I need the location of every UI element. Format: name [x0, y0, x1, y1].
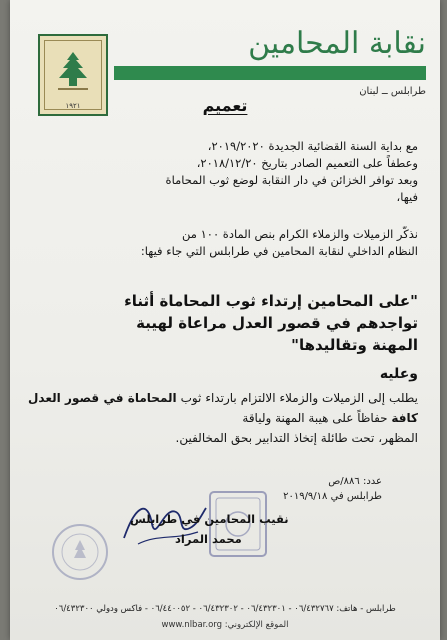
footer-contacts: طرابلس - هاتف: ٠٦/٤٣٢٧٦٧ - ٠٦/٤٣٢٣٠١ - ٠٦/٤٣٢٣٠٢ - ٠٦/٤٤٠٠٥٢ - فاكس ودولي ٠٦/٤٣٢٣٠٠ — [54, 604, 396, 614]
reference-number: عدد: ٨٨٦/ص — [328, 476, 382, 487]
intro-paragraph — [28, 138, 418, 206]
website-link[interactable]: www.nlbar.org — [161, 620, 223, 630]
quote-line: تواجدهم في قصور العدل مراعاة لهيبة — [136, 314, 418, 332]
reference-date: طرابلس في ٢٠١٩/٩/١٨ — [283, 491, 382, 502]
signatory-name: محمد المراد — [175, 532, 242, 546]
reminder-paragraph — [28, 226, 418, 260]
intro-line: وبعد توافر الخزائن في دار النقابة لوضع ثوب المحاماة — [165, 173, 418, 187]
document-page — [10, 0, 440, 640]
request-text: يطلب إلى الزميلات والزملاء الالتزام بارتداء ثوب — [180, 391, 418, 405]
request-text: المظهر، تحت طائلة إتخاذ التدابير بحق المخالفين. — [175, 431, 418, 445]
intro-line: مع بداية السنة القضائية الجديدة ٢٠١٩/٢٠٢٠، — [207, 139, 418, 153]
organization-name: نقابة المحامين — [248, 26, 426, 61]
round-stamp — [50, 520, 110, 584]
website-label: الموقع الإلكتروني: — [224, 620, 289, 630]
request-paragraph — [28, 388, 418, 448]
reminder-line: نذكّر الزميلات والزملاء الكرام بنص المادة ١٠٠ من — [182, 227, 418, 241]
cedar-tree-icon — [53, 50, 93, 94]
request-emphasis: المحاماة في قصور العدل كافة — [28, 391, 418, 425]
quote-line: "على المحامين إرتداء ثوب المحاماة أثناء — [124, 292, 418, 310]
document-title: تعميم — [202, 96, 248, 115]
signatory-title: نقيب المحامين في طرابلس — [130, 512, 289, 526]
reminder-line: النظام الداخلي لنقابة المحامين في طرابلس التي جاء فيها: — [140, 244, 418, 258]
header-divider — [114, 66, 426, 80]
reference-block — [278, 474, 382, 504]
intro-line: فيها، — [396, 190, 418, 204]
request-text: حفاظاً على هيبة المهنة ولياقة — [242, 411, 392, 425]
therefore-heading: وعليه — [379, 366, 418, 382]
footer-website — [10, 620, 440, 630]
emblem-year: ١٩٢١ — [65, 102, 81, 110]
organization-location: طرابلس ــ لبنان — [359, 86, 426, 97]
quoted-article — [28, 290, 418, 356]
intro-line: وعطفاً على التعميم الصادر بتاريخ ٢٠١٨/١٢/٢٠، — [196, 156, 418, 170]
quote-line: المهنة وتقاليدها" — [291, 336, 418, 354]
